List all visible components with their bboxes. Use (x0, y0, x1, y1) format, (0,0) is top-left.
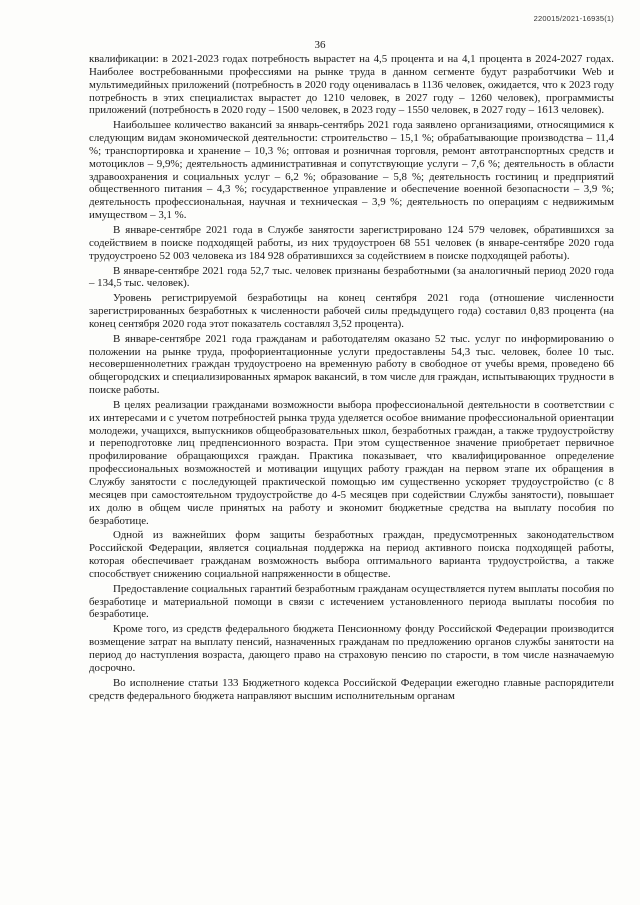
paragraph-1: квалификации: в 2021-2023 годах потребность вырастет на 4,5 процента и на 4,1 процента в 2024-2027 годах. Наиболее востребованными профессиями на рынке труда в данном сегменте будут разработчики Web и мультимедийных приложений (потребность в 2020 году оценивалась в 1136 человек, ожидается, что к 2023 году потребность в этих специалистах вырастет до 1210 человек, в 2027 году – 1260 человек), программисты приложений (потребность в 2020 году – 1500 человек, в 2023 году – 1550 человек, в 2027 году – 1613 человек). (89, 53, 614, 117)
paragraph-9: Предоставление социальных гарантий безработным гражданам осуществляется путем выплаты пособия по безработице и материальной помощи в связи с истечением установленного периода выплаты пособия по безработице. (89, 582, 614, 621)
page-number: 36 (314, 39, 326, 51)
paragraph-11: Во исполнение статьи 133 Бюджетного кодекса Российской Федерации ежегодно главные распорядители средств федерального бюджета направляют высшим исполнительным органам (89, 676, 614, 702)
paragraph-3: В январе-сентябре 2021 года в Службе занятости зарегистрировано 124 579 человек, обратившихся за содействием в поиске подходящей работы, из них трудоустроен 68 551 человек (в январе-сентябре 2020 года трудоустроено 52 003 человека из 184 928 обратившихся за содействием в поиске подходящей работы). (89, 223, 614, 262)
paragraph-5: Уровень регистрируемой безработицы на конец сентября 2021 года (отношение численности зарегистрированных безработных к численности рабочей силы предыдущего года) составил 0,83 процента (на конец сентября 2020 года этот показатель составлял 3,52 процента). (89, 292, 614, 330)
paragraph-7: В целях реализации гражданами возможности выбора профессиональной деятельности в соответствии с их интересами и с учетом потребностей рынка труда уделяется особое внимание профессиональной ориентации молодежи, учащихся, выпускников общеобразовательных школ, безработных граждан, а также трудоустройству и переподготовке лиц предпенсионного возраста. При этом существенное значение приобретает первичное профилирование обращающихся граждан. Практика показывает, что квалифицированное определение профессиональных возможностей и мотивации ищущих работу граждан на первом этапе их обращения в Службу занятости с последующей практической помощью им существенно ускоряет трудоустройство (с 8 месяцев при самостоятельном трудоустройстве до 4-5 месяцев при содействии Службы занятости), повышает их долю в общем числе принятых на работу и экономит бюджетные средства на выплату пособия по безработице. (89, 398, 614, 527)
body-text (89, 53, 614, 704)
paragraph-2: Наибольшее количество вакансий за январь-сентябрь 2021 года заявлено организациями, относящимися к следующим видам экономической деятельности: строительство – 15,1 %; обрабатывающие производства – 11,4 %; транспортировка и хранение – 10,3 %; оптовая и розничная торговля, ремонт автотранспортных средств и мотоциклов – 9,9%; деятельность административная и сопутствующие услуги – 7,6 %; деятельность в области здравоохранения и социальных услуг – 6,2 %; образование – 5,8 %; деятельность гостиниц и предприятий общественного питания – 4,3 %; государственное управление и обеспечение военной безопасности – 3,9 %; деятельность профессиональная, научная и техническая – 3,9 %; деятельность по операциям с недвижимым имуществом – 3,1 %. (89, 119, 614, 222)
paragraph-6: В январе-сентябре 2021 года гражданам и работодателям оказано 52 тыс. услуг по информированию о положении на рынке труда, профориентационные услуги предоставлены 54,3 тыс. человек, более 10 тыс. несовершеннолетних граждан трудоустроено на временную работу в свободное от учебы время, проведено 66 общегородских и специализированных ярмарок вакансий, в том числе для граждан, испытывающих трудности в поиске работы. (89, 332, 614, 397)
paragraph-8: Одной из важнейших форм защиты безработных граждан, предусмотренных законодательством Российской Федерации, является социальная поддержка на период активного поиска подходящей работы, которая обеспечивает гражданам возможность выбора оптимального варианта трудоустройства, а также способствует снижению социальной напряженности в обществе. (89, 529, 614, 580)
document-id: 220015/2021-16935(1) (533, 14, 614, 23)
paragraph-4: В январе-сентябре 2021 года 52,7 тыс. человек признаны безработными (за аналогичный период 2020 года – 134,5 тыс. человек). (89, 264, 614, 290)
paragraph-10: Кроме того, из средств федерального бюджета Пенсионному фонду Российской Федерации производится возмещение затрат на выплату пенсий, назначенных гражданам по предложению органов службы занятости на период до наступления возраста, дающего право на страховую пенсию по старости, в том числе назначаемую досрочно. (89, 623, 614, 674)
